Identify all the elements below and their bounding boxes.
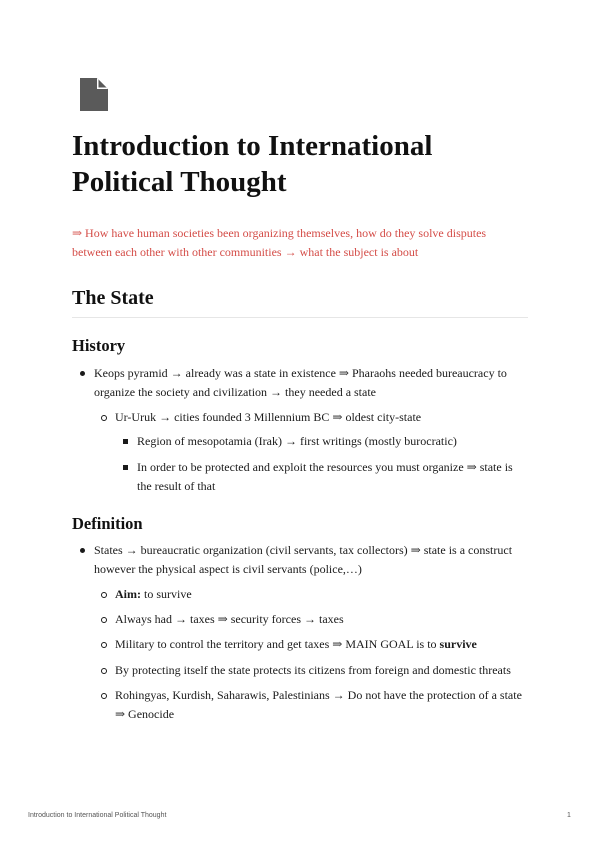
aim-label: Aim: <box>115 587 141 601</box>
page-title: Introduction to International Political Thought <box>72 130 433 198</box>
footer-page-number: 1 <box>567 812 571 819</box>
subheading-history: History <box>72 336 126 355</box>
survive-emphasis: survive <box>439 637 477 651</box>
list-item-text: Always had → taxes ⇒ security forces → taxes <box>115 612 344 626</box>
footer-title: Introduction to International Political Thought <box>28 812 167 819</box>
list-item-text: Ur-Uruk → cities founded 3 Millennium BC ⇒ oldest city-state <box>115 410 422 424</box>
circle-bullet <box>101 415 107 421</box>
list-item-text: Region of mesopotamia (Irak) → first writings (mostly burocratic) <box>137 434 457 448</box>
list-item-text: In order to be protected and exploit the resources you must organize ⇒ state is the result of that <box>137 460 513 493</box>
list-item <box>94 541 522 579</box>
disc-bullet <box>80 548 85 553</box>
list-item <box>115 408 525 427</box>
list-item <box>115 661 525 680</box>
list-item-text: Keops pyramid → already was a state in existence ⇒ Pharaohs needed bureaucracy to organize the society and civilization → they needed a state <box>94 366 507 399</box>
square-bullet <box>123 465 128 470</box>
square-bullet <box>123 439 128 444</box>
list-item-text: By protecting itself the state protects its citizens from foreign and domestic threats <box>115 663 511 677</box>
circle-bullet <box>101 693 107 699</box>
section-divider <box>72 317 528 318</box>
subheading-definition: Definition <box>72 514 143 533</box>
circle-bullet <box>101 668 107 674</box>
list-item-text: Military to control the territory and get taxes ⇒ MAIN GOAL is to <box>115 637 440 651</box>
section-heading-the-state: The State <box>72 287 154 309</box>
circle-bullet <box>101 642 107 648</box>
list-item <box>115 686 527 724</box>
list-item <box>115 635 525 654</box>
circle-bullet <box>101 592 107 598</box>
list-item <box>94 364 518 402</box>
list-item-text: to survive <box>141 587 192 601</box>
list-item <box>115 610 525 629</box>
list-item-text: States → bureaucratic organization (civil servants, tax collectors) ⇒ state is a construct however the physical aspect is civil servants (police,…) <box>94 543 513 576</box>
document-page-icon <box>80 78 108 111</box>
list-item-text: Rohingyas, Kurdish, Saharawis, Palestinians → Do not have the protection of a state ⇒ Genocide <box>115 688 522 721</box>
circle-bullet <box>101 617 107 623</box>
intro-callout: ⇒ How have human societies been organizing themselves, how do they solve disputes between each other with other communities → what the subject is about <box>72 226 487 259</box>
list-item <box>137 458 527 496</box>
disc-bullet <box>80 371 85 376</box>
list-item <box>137 432 527 451</box>
list-item <box>115 585 525 604</box>
